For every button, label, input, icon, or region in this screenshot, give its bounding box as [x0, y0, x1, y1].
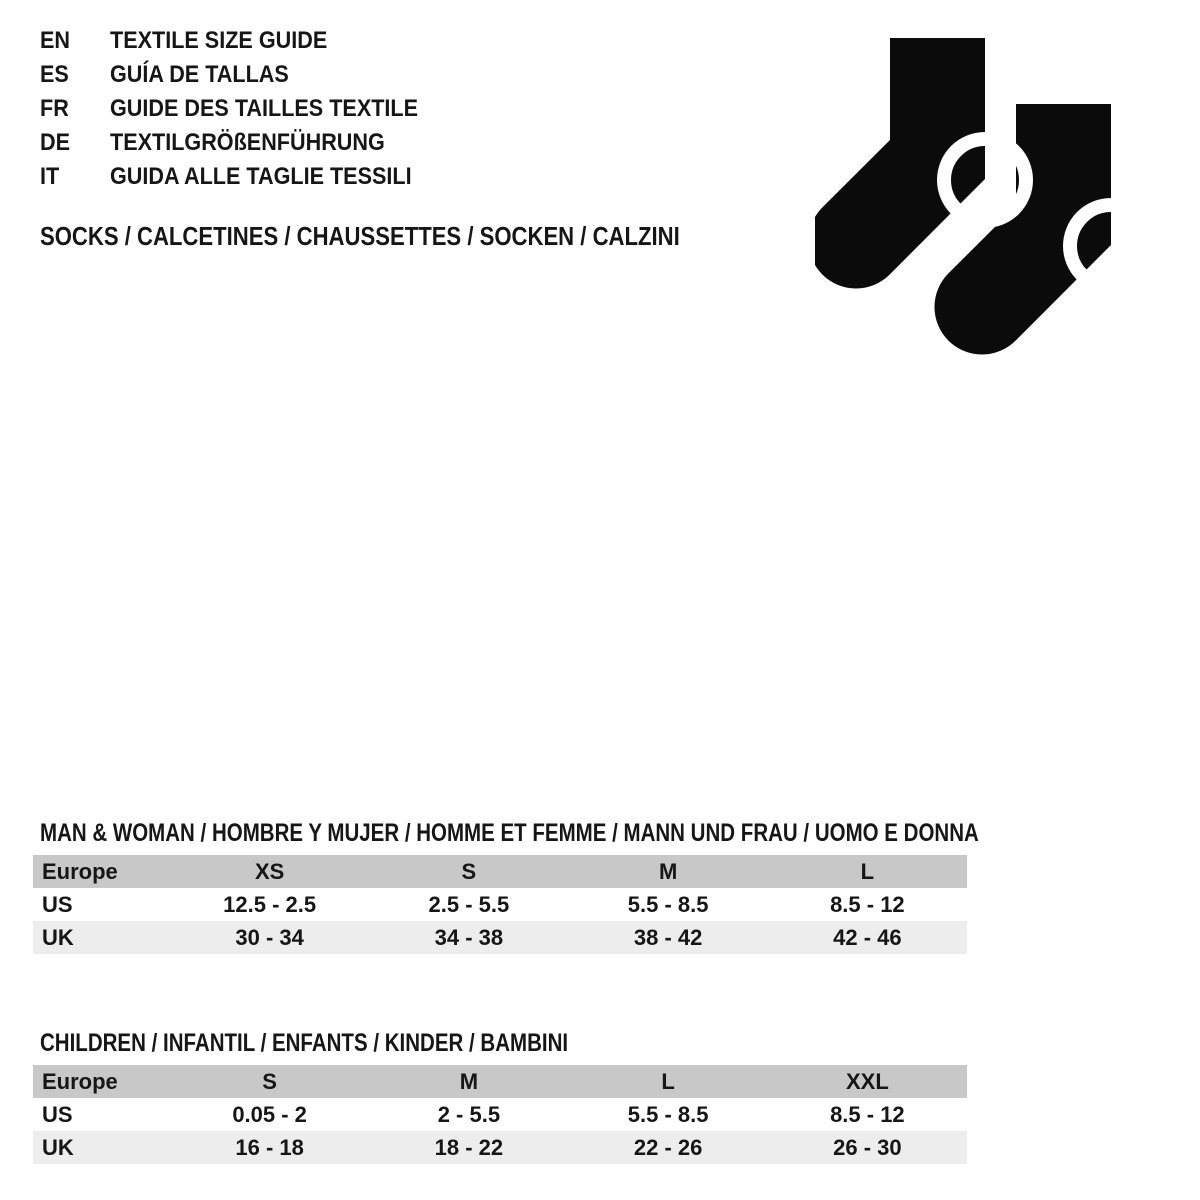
language-row-it [40, 163, 452, 197]
language-code-text: IT [40, 163, 60, 190]
guide-title [110, 61, 309, 89]
language-row-de [40, 129, 452, 163]
size-range-cell: 0.05 - 2 [232, 1101, 307, 1127]
column-header-size: S [369, 855, 568, 888]
language-code [40, 27, 110, 55]
table-title-children [40, 1028, 967, 1058]
size-range-cell: 38 - 42 [569, 921, 768, 954]
guide-title-text: TEXTILGRÖßENFÜHRUNG [110, 129, 385, 156]
guide-title [110, 129, 415, 157]
size-range-cell: 8.5 - 12 [830, 891, 905, 917]
socks-icon [815, 30, 1165, 375]
region-label: US [42, 1101, 73, 1127]
table-row-uk [33, 1131, 967, 1164]
size-range-cell: 5.5 - 8.5 [627, 1101, 709, 1127]
product-category-line [40, 221, 793, 252]
table-row-uk [33, 921, 967, 954]
language-code [40, 61, 110, 89]
product-category-text: SOCKS / CALCETINES / CHAUSSETTES / SOCKEN / CALZINI [40, 221, 680, 251]
size-range-cell: 42 - 46 [768, 921, 967, 954]
size-table-children [33, 1065, 967, 1164]
table-header-row [33, 855, 967, 888]
guide-title [110, 27, 351, 55]
size-range-cell: 2.5 - 5.5 [428, 891, 510, 917]
guide-title [110, 163, 445, 191]
guide-title-text: GUIDA ALLE TAGLIE TESSILI [110, 163, 412, 190]
guide-title-text: GUIDE DES TAILLES TEXTILE [110, 95, 419, 122]
language-title-list [40, 27, 452, 197]
table-title-text: CHILDREN / INFANTIL / ENFANTS / KINDER / BAMBINI [40, 1029, 569, 1057]
size-range-cell: 5.5 - 8.5 [627, 891, 709, 917]
size-table-section-adult [33, 818, 979, 954]
column-header-size: L [768, 855, 967, 888]
guide-title [110, 95, 452, 123]
column-header-size: XXL [768, 1065, 967, 1098]
size-range-cell: 26 - 30 [768, 1131, 967, 1164]
table-row-us [33, 1098, 967, 1131]
table-title-text: MAN & WOMAN / HOMBRE Y MUJER / HOMME ET FEMME / MANN UND FRAU / UOMO E DONNA [40, 819, 979, 847]
language-row-fr [40, 95, 452, 129]
column-header-size: M [369, 1065, 568, 1098]
column-header-region: Europe [33, 855, 170, 888]
size-range-cell: 22 - 26 [569, 1131, 768, 1164]
size-range-cell: 30 - 34 [170, 921, 369, 954]
column-header-size: XS [170, 855, 369, 888]
size-range-cell: 2 - 5.5 [437, 1101, 501, 1127]
size-range-cell: 8.5 - 12 [830, 1101, 905, 1127]
column-header-region: Europe [33, 1065, 170, 1098]
table-header-row [33, 1065, 967, 1098]
sock-shape-left [815, 38, 985, 289]
table-row-us [33, 888, 967, 921]
guide-title-text: TEXTILE SIZE GUIDE [110, 27, 328, 54]
language-code-text: ES [40, 61, 69, 88]
size-range-cell: 12.5 - 2.5 [223, 891, 317, 917]
size-table-adult [33, 855, 967, 954]
language-code-text: EN [40, 27, 71, 54]
language-code [40, 95, 110, 123]
column-header-size: L [569, 1065, 768, 1098]
size-range-cell: 18 - 22 [369, 1131, 568, 1164]
region-label: UK [33, 1131, 170, 1164]
language-row-en [40, 27, 452, 61]
table-title-adult [40, 818, 979, 848]
language-row-es [40, 61, 452, 95]
guide-title-text: GUÍA DE TALLAS [110, 61, 289, 88]
region-label: US [42, 891, 73, 917]
language-code-text: FR [40, 95, 69, 122]
size-range-cell: 16 - 18 [170, 1131, 369, 1164]
column-header-size: M [569, 855, 768, 888]
size-table-section-children [33, 1028, 967, 1164]
language-code [40, 129, 110, 157]
language-code [40, 163, 110, 191]
region-label: UK [33, 921, 170, 954]
size-range-cell: 34 - 38 [369, 921, 568, 954]
column-header-size: S [170, 1065, 369, 1098]
language-code-text: DE [40, 129, 71, 156]
